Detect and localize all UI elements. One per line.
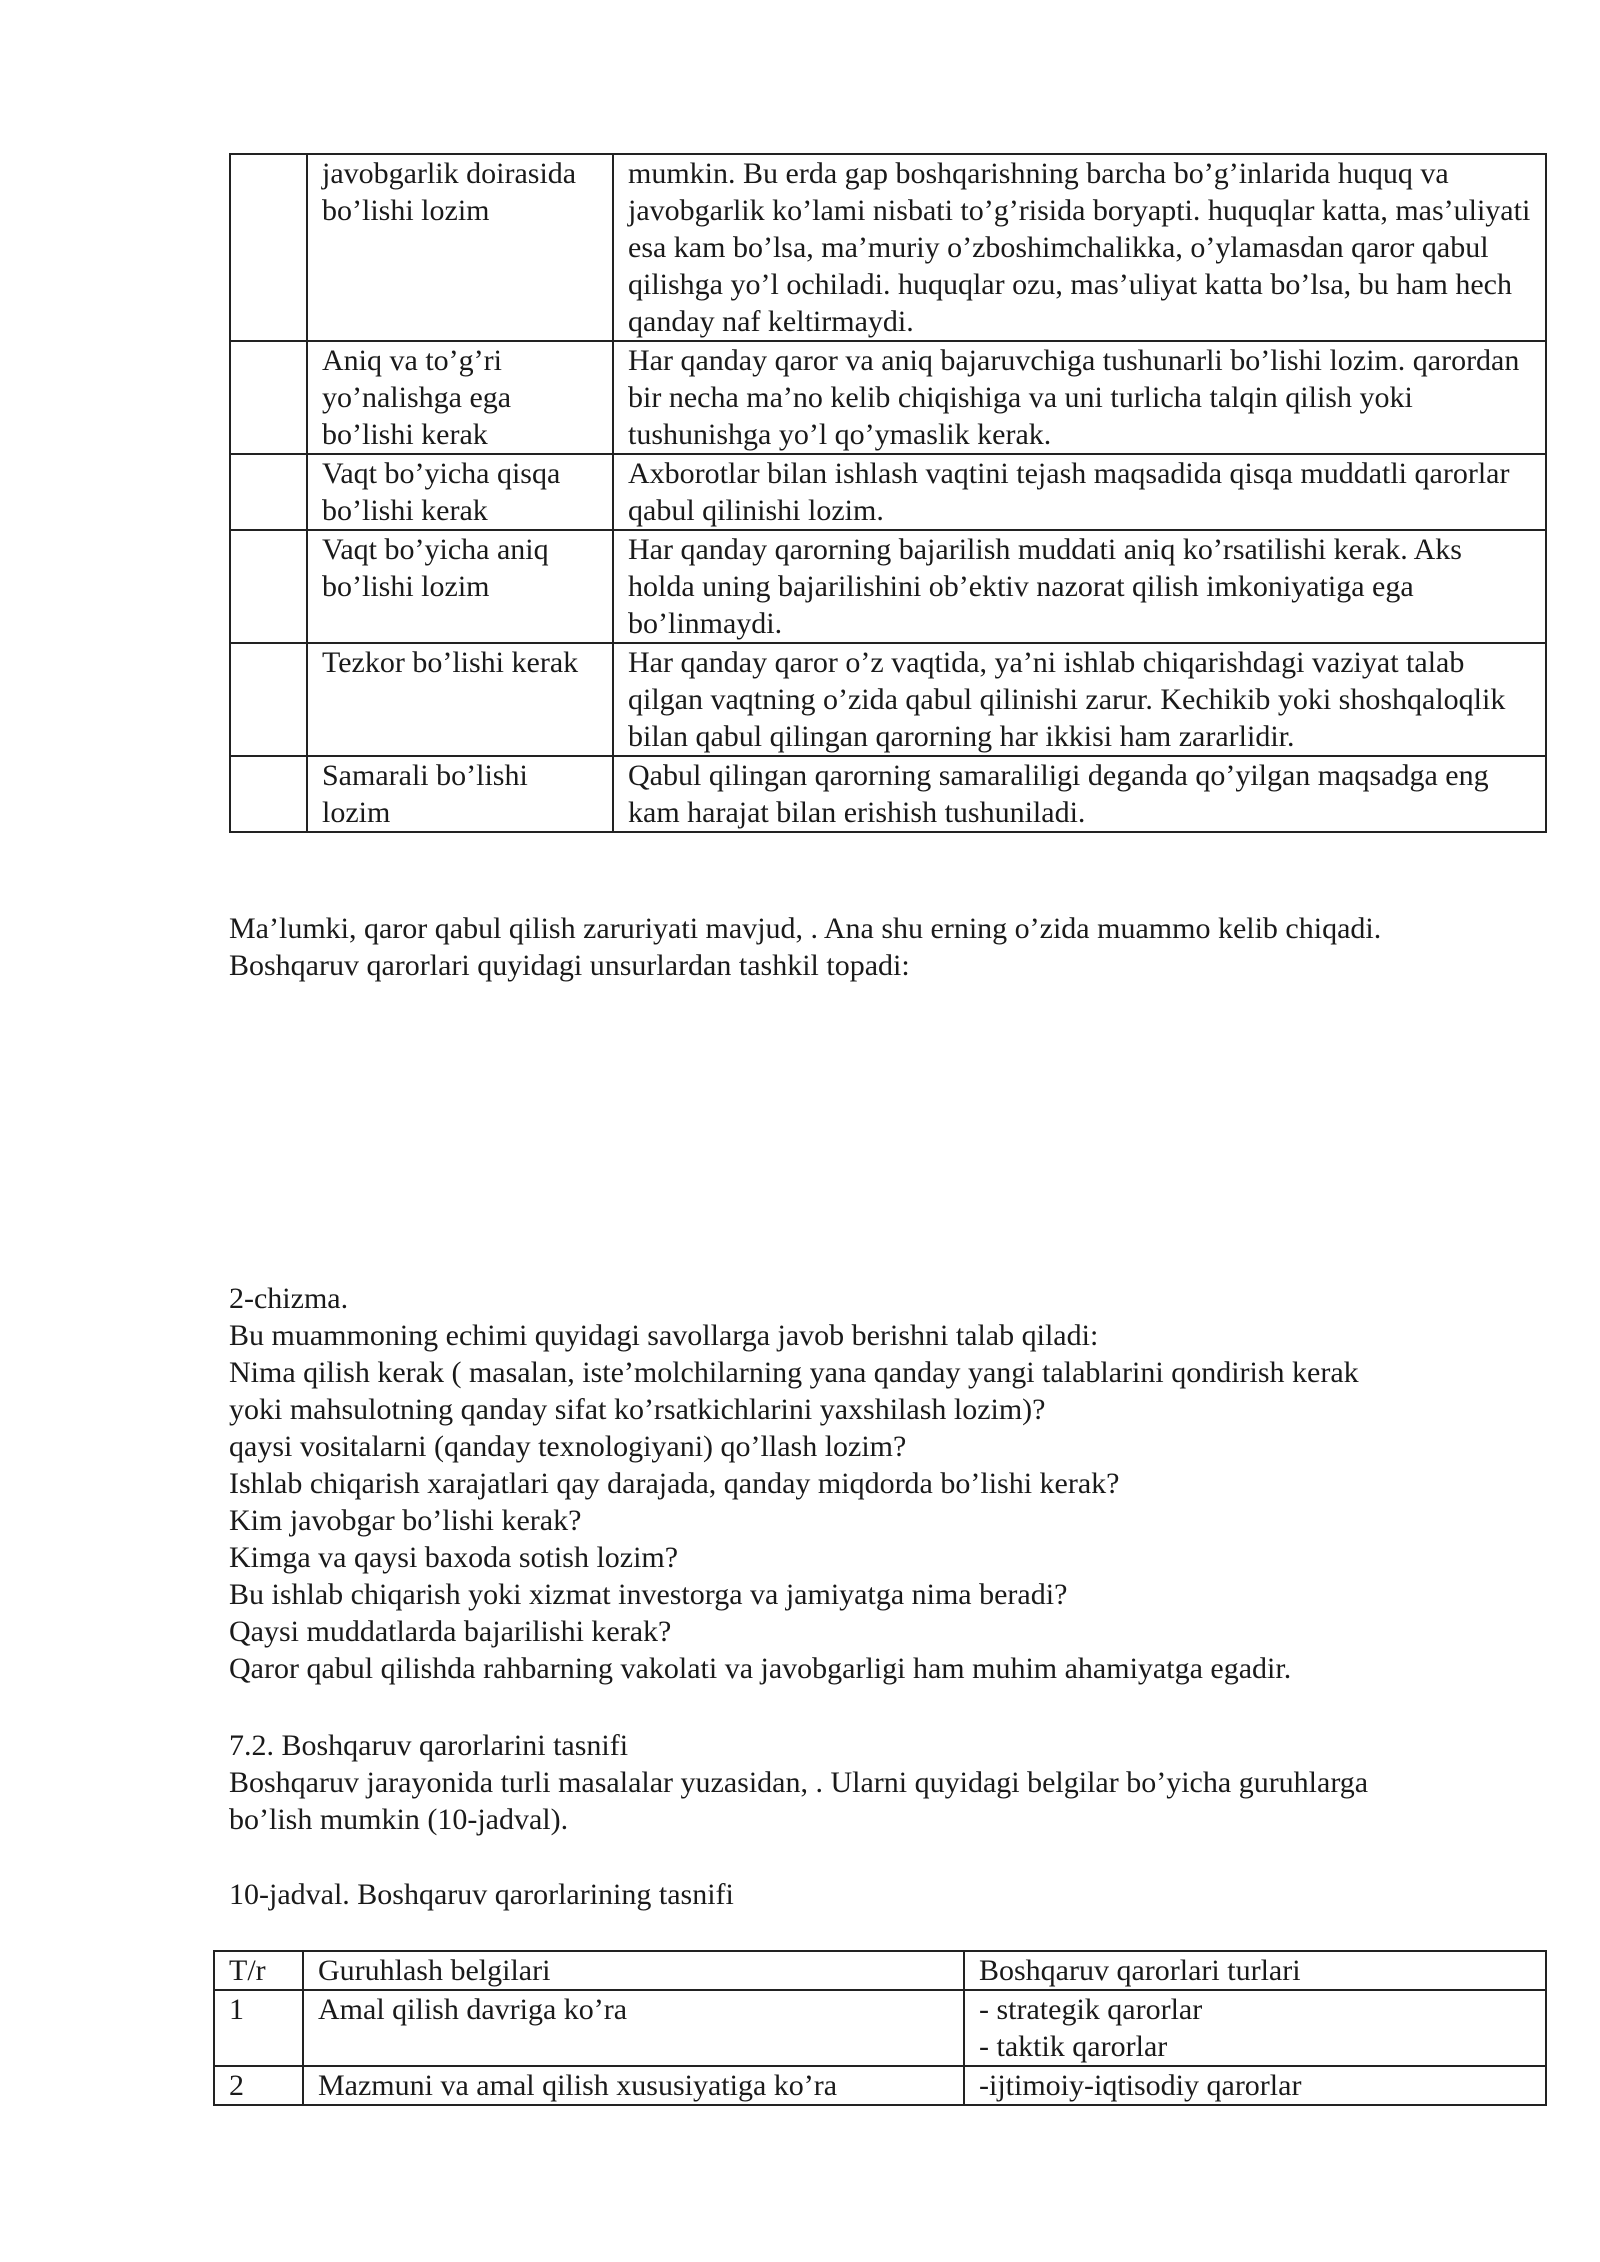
criterion-cell: Vaqt bo’yicha qisqa bo’lishi kerak bbox=[307, 454, 613, 530]
table-row bbox=[230, 154, 1546, 341]
text-line: Bu muammoning echimi quyidagi savollarga javob berishni talab qiladi: bbox=[229, 1319, 1099, 1352]
section-heading: 7.2. Boshqaruv qarorlarini tasnifi bbox=[229, 1729, 629, 1762]
text-line: Boshqaruv qarorlari quyidagi unsurlardan tashkil topadi: bbox=[229, 949, 910, 982]
text-line: Qaror qabul qilishda rahbarning vakolati va javobgarligi ham muhim ahamiyatga egadir. bbox=[229, 1652, 1292, 1685]
text-line: Bu ishlab chiqarish yoki xizmat investorga va jamiyatga nima beradi? bbox=[229, 1578, 1068, 1611]
description-cell: Har qanday qarorning bajarilish muddati aniq ko’rsatilishi kerak. Aks holda uning bajarilishini ob’ektiv nazorat qilish imkoniyatiga ega bo’linmaydi. bbox=[613, 530, 1546, 643]
text-line: Nima qilish kerak ( masalan, iste’molchilarning yana qanday yangi talablarini qondirish kerak bbox=[229, 1356, 1359, 1389]
types-cell bbox=[964, 1990, 1546, 2066]
description-cell: mumkin. Bu erda gap boshqarishning barcha bo’g’inlarida huquq va javobgarlik ko’lami nisbati to’g’risida boryapti. huquqlar katta, mas’uliyati esa kam bo’lsa, ma’muriy o’zboshimchalikka, o’ylamasdan qaror qabul qilishga yo’l ochiladi. huquqlar ozu, mas’uliyat katta bo’lsa, bu ham hech qanday naf keltirmaydi. bbox=[613, 154, 1546, 341]
table-row bbox=[214, 2066, 1546, 2105]
feature-cell: Amal qilish davriga ko’ra bbox=[303, 1990, 964, 2066]
text-line: Kim javobgar bo’lishi kerak? bbox=[229, 1504, 582, 1537]
row-number-cell bbox=[230, 154, 307, 341]
table-row bbox=[230, 454, 1546, 530]
table-row bbox=[230, 341, 1546, 454]
criterion-cell: Samarali bo’lishi lozim bbox=[307, 756, 613, 832]
row-number-cell bbox=[230, 530, 307, 643]
decision-classification-table bbox=[213, 1950, 1547, 2106]
text-line: qaysi vositalarni (qanday texnologiyani) qo’llash lozim? bbox=[229, 1430, 907, 1463]
table-title-text: 10-jadval. Boshqaruv qarorlarining tasnifi bbox=[229, 1878, 734, 1911]
row-number-cell bbox=[230, 643, 307, 756]
criterion-cell: Aniq va to’g’ri yo’nalishga ega bo’lishi kerak bbox=[307, 341, 613, 454]
types-cell bbox=[964, 2066, 1546, 2105]
row-number-cell: 1 bbox=[214, 1990, 303, 2066]
intro-paragraph bbox=[229, 910, 1549, 984]
type-item: - strategik qarorlar bbox=[979, 1993, 1203, 2026]
text-line: Kimga va qaysi baxoda sotish lozim? bbox=[229, 1541, 679, 1574]
table-title bbox=[229, 1876, 1549, 1913]
questions-paragraph bbox=[229, 1280, 1549, 1687]
description-cell: Axborotlar bilan ishlash vaqtini tejash maqsadida qisqa muddatli qarorlar qabul qilinishi lozim. bbox=[613, 454, 1546, 530]
table-row bbox=[230, 643, 1546, 756]
text-line: Ma’lumki, qaror qabul qilish zaruriyati mavjud, . Ana shu erning o’zida muammo kelib chiqadi. bbox=[229, 912, 1382, 945]
text-line: bo’lish mumkin (10-jadval). bbox=[229, 1803, 569, 1836]
table-row bbox=[230, 756, 1546, 832]
description-cell: Har qanday qaror o’z vaqtida, ya’ni ishlab chiqarishdagi vaziyat talab qilgan vaqtning o’zida qabul qilinishi zarur. Kechikib yoki shoshqaloqlik bilan qabul qilingan qarorning har ikkisi ham zararlidir. bbox=[613, 643, 1546, 756]
row-number-cell bbox=[230, 454, 307, 530]
table-row bbox=[214, 1990, 1546, 2066]
section-paragraph bbox=[229, 1727, 1549, 1838]
text-line: yoki mahsulotning qanday sifat ko’rsatkichlarini yaxshilash lozim)? bbox=[229, 1393, 1046, 1426]
feature-cell: Mazmuni va amal qilish xususiyatiga ko’ra bbox=[303, 2066, 964, 2105]
type-item: - taktik qarorlar bbox=[979, 2030, 1168, 2063]
type-item: -ijtimoiy-iqtisodiy qarorlar bbox=[979, 2069, 1302, 2102]
table-row bbox=[230, 530, 1546, 643]
column-header: Boshqaruv qarorlari turlari bbox=[964, 1951, 1546, 1990]
description-cell: Qabul qilingan qarorning samaraliligi deganda qo’yilgan maqsadga eng kam harajat bilan erishish tushuniladi. bbox=[613, 756, 1546, 832]
criterion-cell: Vaqt bo’yicha aniq bo’lishi lozim bbox=[307, 530, 613, 643]
row-number-cell bbox=[230, 756, 307, 832]
figure-caption: 2-chizma. bbox=[229, 1282, 349, 1315]
criterion-cell: javobgarlik doirasida bo’lishi lozim bbox=[307, 154, 613, 341]
column-header: T/r bbox=[214, 1951, 303, 1990]
table-header-row bbox=[214, 1951, 1546, 1990]
row-number-cell bbox=[230, 341, 307, 454]
decision-requirements-table bbox=[229, 153, 1547, 833]
text-line: Boshqaruv jarayonida turli masalalar yuzasidan, . Ularni quyidagi belgilar bo’yicha guruhlarga bbox=[229, 1766, 1369, 1799]
text-line: Ishlab chiqarish xarajatlari qay darajada, qanday miqdorda bo’lishi kerak? bbox=[229, 1467, 1120, 1500]
column-header: Guruhlash belgilari bbox=[303, 1951, 964, 1990]
description-cell: Har qanday qaror va aniq bajaruvchiga tushunarli bo’lishi lozim. qarordan bir necha ma’no kelib chiqishiga va uni turlicha talqin qilish yoki tushunishga yo’l qo’ymaslik kerak. bbox=[613, 341, 1546, 454]
criterion-cell: Tezkor bo’lishi kerak bbox=[307, 643, 613, 756]
row-number-cell: 2 bbox=[214, 2066, 303, 2105]
text-line: Qaysi muddatlarda bajarilishi kerak? bbox=[229, 1615, 672, 1648]
